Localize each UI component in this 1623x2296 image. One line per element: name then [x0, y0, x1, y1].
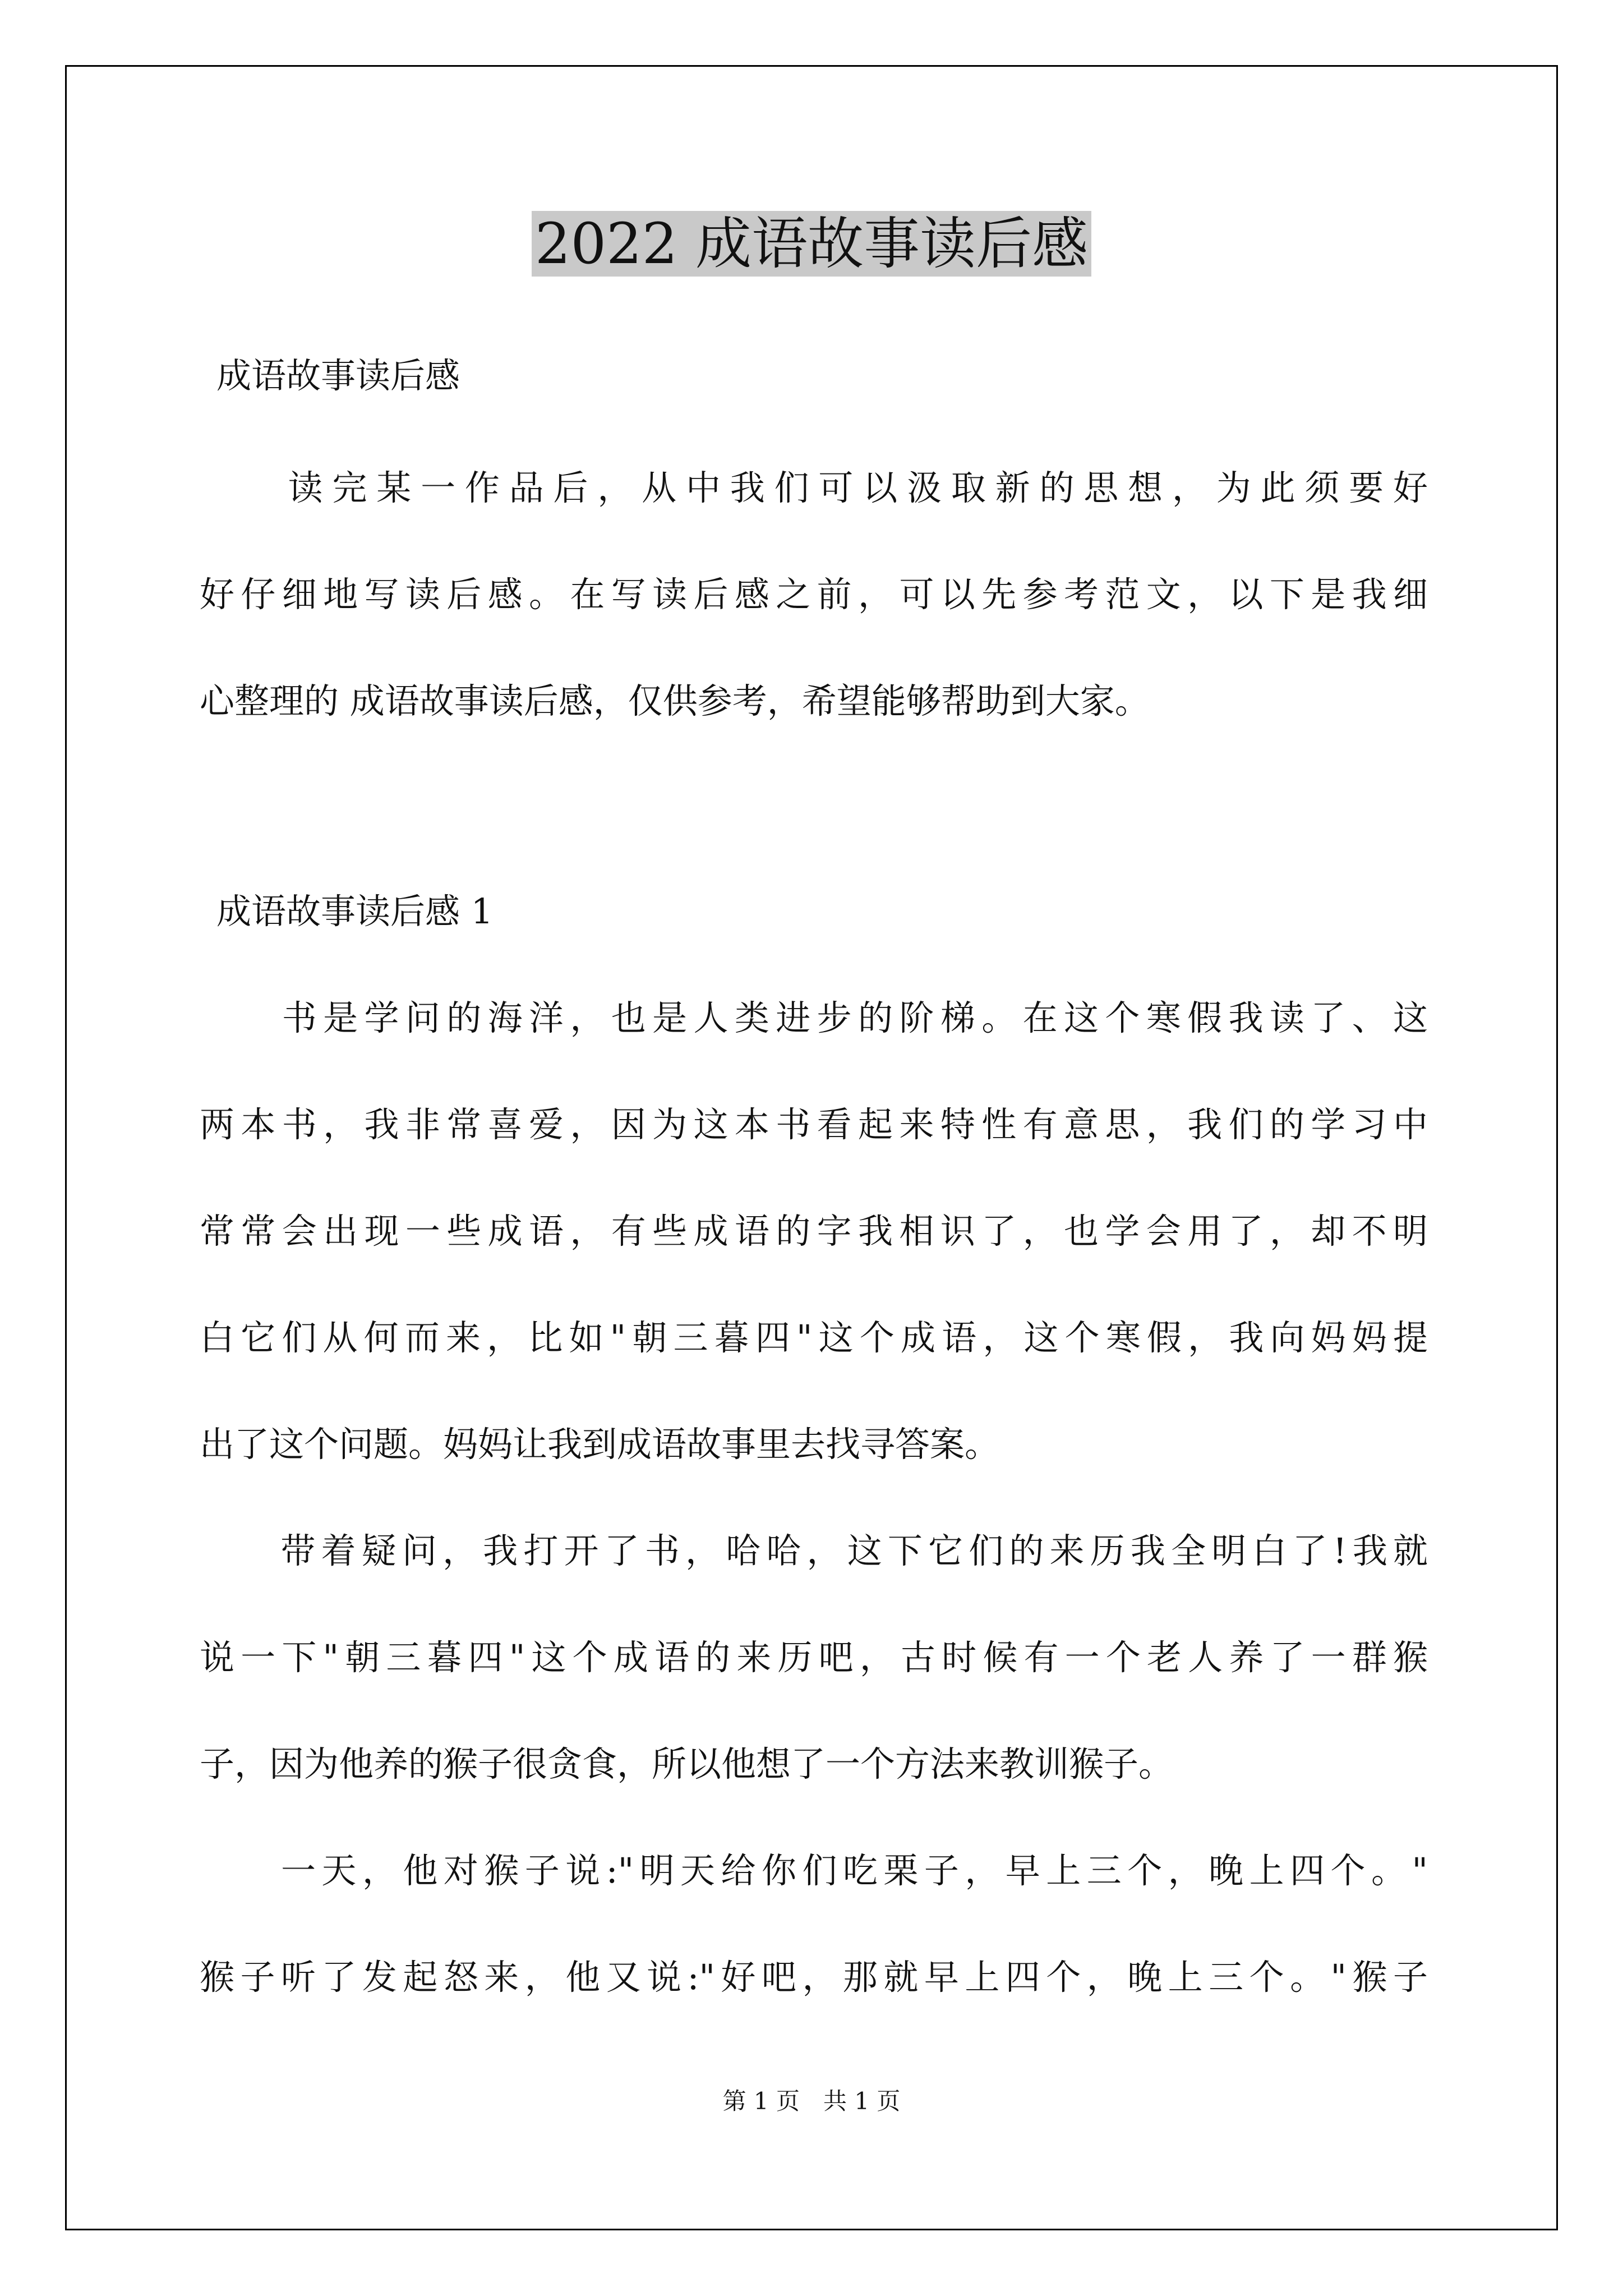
page-number-footer: 第 1 页 共 1 页 — [722, 2087, 901, 2115]
document-title — [0, 208, 1623, 280]
section-paragraph-line: 白它们从何而来，比如"朝三暮四"这个成语，这个寒假，我向妈妈提 — [200, 1317, 1428, 1358]
section-paragraph-line: 子，因为他养的猴子很贪食，所以他想了一个方法来教训猴子。 — [200, 1743, 1174, 1784]
document-title-text: 2022 成语故事读后感 — [532, 211, 1091, 277]
section-paragraph-line: 带着疑问，我打开了书，哈哈，这下它们的来历我全明白了!我就 — [200, 1530, 1428, 1571]
intro-paragraph-line: 好仔细地写读后感。在写读后感之前，可以先参考范文，以下是我细 — [200, 574, 1428, 615]
section-paragraph-line: 一天，他对猴子说:"明天给你们吃栗子，早上三个，晚上四个。" — [200, 1850, 1428, 1891]
intro-paragraph-line: 读完某一作品后，从中我们可以汲取新的思想，为此须要好 — [200, 467, 1428, 508]
section-paragraph-line: 说一下"朝三暮四"这个成语的来历吧，古时候有一个老人养了一群猴 — [200, 1637, 1428, 1678]
section-paragraph-line: 两本书，我非常喜爱，因为这本书看起来特性有意思，我们的学习中 — [200, 1104, 1428, 1145]
intro-paragraph-line: 心整理的 成语故事读后感，仅供参考，希望能够帮助到大家。 — [200, 680, 1150, 721]
section-paragraph-line: 出了这个问题。妈妈让我到成语故事里去找寻答案。 — [200, 1424, 1000, 1465]
section-paragraph-line: 常常会出现一些成语，有些成语的字我相识了，也学会用了，却不明 — [200, 1211, 1428, 1251]
intro-heading: 成语故事读后感 — [216, 355, 460, 396]
section-heading: 成语故事读后感 1 — [216, 891, 494, 932]
section-paragraph-line: 书是学问的海洋，也是人类进步的阶梯。在这个寒假我读了、这 — [200, 997, 1428, 1038]
section-paragraph-line: 猴子听了发起怒来，他又说:"好吧，那就早上四个，晚上三个。"猴子 — [200, 1957, 1428, 1998]
